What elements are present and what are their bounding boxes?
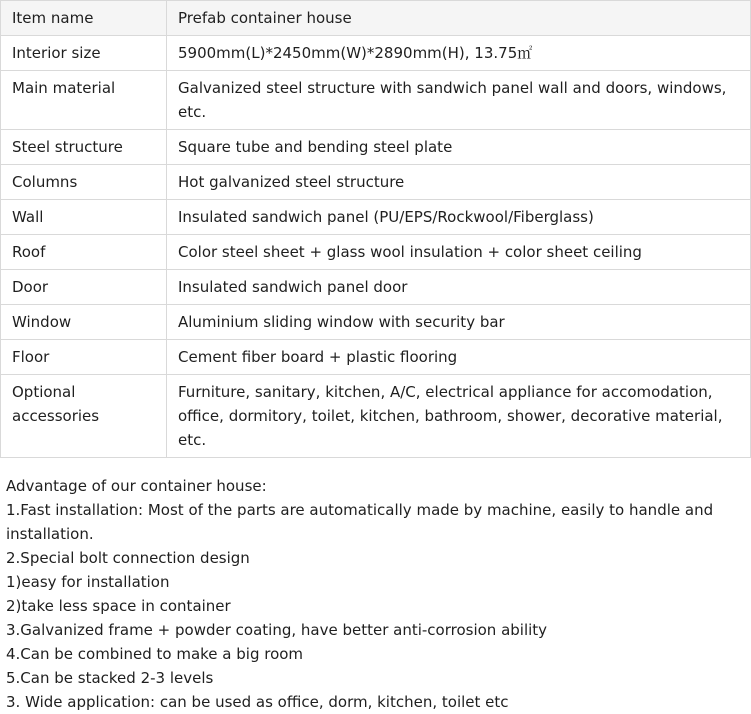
advantages-text — [0, 458, 751, 714]
row-label: Floor — [1, 340, 167, 375]
row-value: Galvanized steel structure with sandwich panel wall and doors, windows, etc. — [167, 71, 751, 130]
row-value: Insulated sandwich panel door — [167, 270, 751, 305]
table-row — [1, 71, 751, 130]
row-label: Item name — [1, 1, 167, 36]
row-label: Roof — [1, 235, 167, 270]
row-value: Insulated sandwich panel (PU/EPS/Rockwool/Fiberglass) — [167, 200, 751, 235]
table-row — [1, 130, 751, 165]
table-row — [1, 1, 751, 36]
advantage-item: 1.Fast installation: Most of the parts are automatically made by machine, easily to handle and installation. — [6, 501, 714, 543]
table-row — [1, 305, 751, 340]
row-value: Cement fiber board + plastic flooring — [167, 340, 751, 375]
row-label: Window — [1, 305, 167, 340]
row-value: Square tube and bending steel plate — [167, 130, 751, 165]
advantage-item: 3. Wide application: can be used as office, dorm, kitchen, toilet etc — [6, 693, 509, 711]
table-row — [1, 340, 751, 375]
row-label: Columns — [1, 165, 167, 200]
row-value: Prefab container house — [167, 1, 751, 36]
table-row — [1, 235, 751, 270]
row-value: Color steel sheet + glass wool insulation + color sheet ceiling — [167, 235, 751, 270]
row-value: Furniture, sanitary, kitchen, A/C, electrical appliance for accomodation, office, dormitory, toilet, kitchen, bathroom, shower, decorative material, etc. — [167, 375, 751, 458]
row-value: Hot galvanized steel structure — [167, 165, 751, 200]
advantages-heading: Advantage of our container house: — [6, 477, 267, 495]
table-row — [1, 375, 751, 458]
advantage-item: 4.Can be combined to make a big room — [6, 645, 304, 663]
advantage-item: 2.Special bolt connection design — [6, 549, 250, 567]
row-label: Main material — [1, 71, 167, 130]
row-label: Door — [1, 270, 167, 305]
row-value: Aluminium sliding window with security bar — [167, 305, 751, 340]
advantage-subitem: 1)easy for installation — [6, 573, 170, 591]
advantage-subitem: 2)take less space in container — [6, 597, 231, 615]
table-row — [1, 165, 751, 200]
row-label: Optional accessories — [1, 375, 167, 458]
row-label: Wall — [1, 200, 167, 235]
advantage-item: 5.Can be stacked 2-3 levels — [6, 669, 214, 687]
advantage-item: 3.Galvanized frame + powder coating, have better anti-corrosion ability — [6, 621, 548, 639]
row-label: Steel structure — [1, 130, 167, 165]
table-row — [1, 200, 751, 235]
table-row — [1, 270, 751, 305]
row-label: Interior size — [1, 36, 167, 71]
row-value: 5900mm(L)*2450mm(W)*2890mm(H), 13.75㎡ — [167, 36, 751, 71]
table-row — [1, 36, 751, 71]
